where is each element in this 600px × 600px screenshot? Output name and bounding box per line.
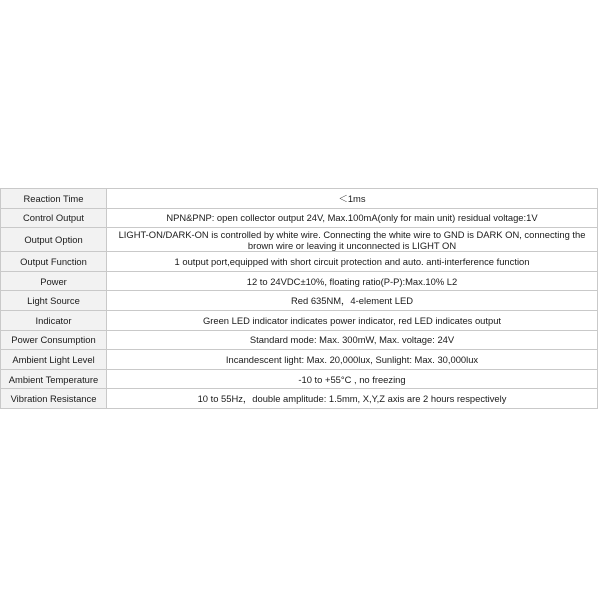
spec-value: Standard mode: Max. 300mW, Max. voltage: 24V (107, 330, 598, 350)
spec-label: Indicator (1, 310, 107, 330)
table-row (1, 189, 598, 209)
spec-label: Ambient Temperature (1, 369, 107, 389)
spec-label: Output Option (1, 228, 107, 252)
spec-label: Control Output (1, 208, 107, 228)
spec-value: 10 to 55Hz，double amplitude: 1.5mm, X,Y,Z axis are 2 hours respectively (107, 389, 598, 409)
spec-value: ＜1ms (107, 189, 598, 209)
table-row (1, 208, 598, 228)
spec-label: Output Function (1, 252, 107, 272)
table-row (1, 291, 598, 311)
table-row (1, 369, 598, 389)
spec-value: Green LED indicator indicates power indicator, red LED indicates output (107, 310, 598, 330)
spec-label: Ambient Light Level (1, 350, 107, 370)
table-row (1, 271, 598, 291)
spec-label: Reaction Time (1, 189, 107, 209)
table-row (1, 389, 598, 409)
spec-value: Red 635NM，4-element LED (107, 291, 598, 311)
spec-label: Light Source (1, 291, 107, 311)
spec-value: 1 output port,equipped with short circuit protection and auto. anti-interference function (107, 252, 598, 272)
spec-value: 12 to 24VDC±10%, floating ratio(P-P):Max.10% L2 (107, 271, 598, 291)
spec-value: Incandescent light: Max. 20,000lux, Sunlight: Max. 30,000lux (107, 350, 598, 370)
spec-value: -10 to +55°C , no freezing (107, 369, 598, 389)
table-row (1, 330, 598, 350)
table-row (1, 310, 598, 330)
spec-value: NPN&PNP: open collector output 24V, Max.100mA(only for main unit) residual voltage:1V (107, 208, 598, 228)
spec-table (0, 188, 598, 409)
spec-value: LIGHT-ON/DARK-ON is controlled by white wire. Connecting the white wire to GND is DARK ON, connecting the brown wire or leaving it unconnected is LIGHT ON (107, 228, 598, 252)
spec-label: Power (1, 271, 107, 291)
table-row (1, 252, 598, 272)
table-row (1, 350, 598, 370)
spec-label: Vibration Resistance (1, 389, 107, 409)
table-row (1, 228, 598, 252)
spec-label: Power Consumption (1, 330, 107, 350)
